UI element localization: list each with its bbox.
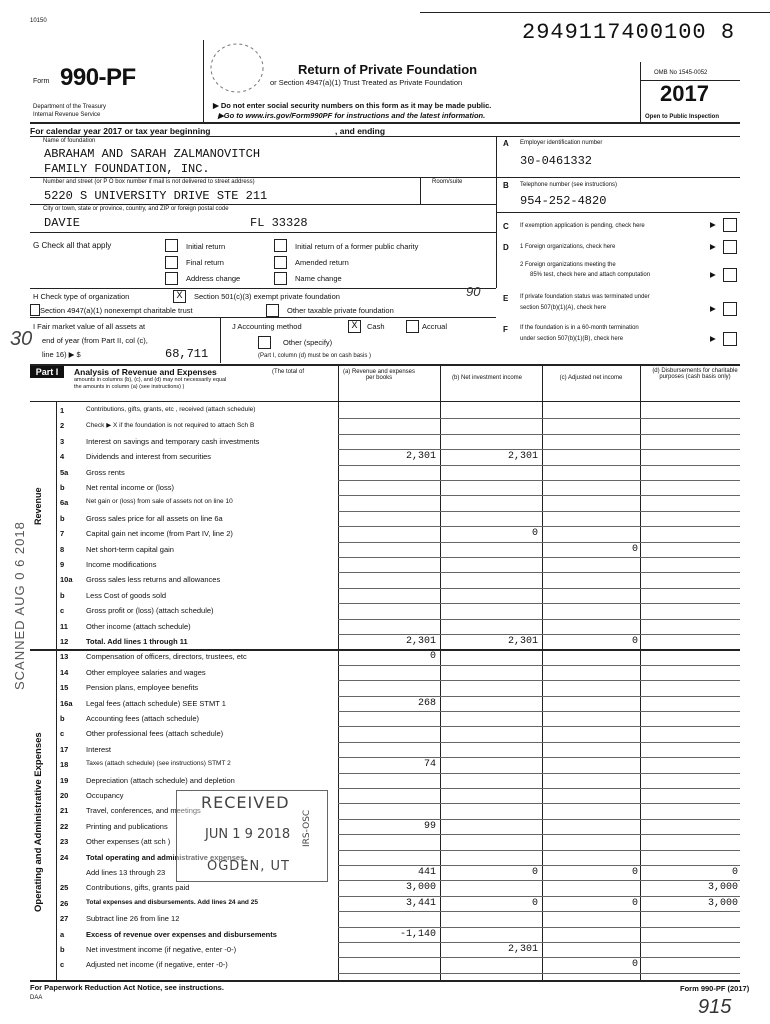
top-code: 10150	[30, 18, 47, 24]
row-divider	[338, 927, 740, 928]
row-col-a-value: 3,000	[405, 882, 436, 894]
other-taxable-label: Other taxable private foundation	[287, 306, 394, 315]
exemption-pending-checkbox[interactable]	[723, 218, 737, 232]
arrow-icon: ▶	[710, 220, 716, 229]
check-all-label: G Check all that apply	[33, 241, 112, 250]
scanned-stamp: SCANNED AUG 0 6 2018	[12, 521, 27, 690]
and-ending-label: , and ending	[335, 126, 386, 136]
row-label: Pension plans, employee benefits	[86, 683, 199, 693]
row-divider	[338, 619, 740, 620]
part1-desc1: amounts in columns (b), (c), and (d) may not necessarily equal	[74, 377, 227, 383]
foundation-name-line2: FAMILY FOUNDATION, INC.	[44, 162, 210, 176]
row-label: Total. Add lines 1 through 11	[86, 637, 188, 646]
row-number: 23	[60, 837, 69, 847]
phone-label: Telephone number (see instructions)	[520, 182, 618, 188]
row-number: a	[60, 929, 65, 939]
row-label: Other employee salaries and wages	[86, 667, 206, 677]
former-charity-checkbox[interactable]	[274, 239, 287, 252]
row-number: 21	[60, 806, 69, 816]
fmv-label: I Fair market value of all assets at	[33, 322, 146, 331]
row-number: 2	[60, 421, 65, 431]
row-label: Net investment income (if negative, enter -0-)	[86, 945, 237, 954]
row-divider	[338, 896, 740, 897]
row-col-a-value: 2,301	[405, 451, 436, 463]
row-col-a-value: 3,441	[405, 897, 436, 909]
other-taxable-checkbox[interactable]	[266, 304, 279, 317]
row-divider	[338, 973, 740, 974]
irs-label: Internal Revenue Service	[33, 112, 101, 118]
row-col-a-value: 441	[417, 867, 436, 878]
row-number: 24	[60, 852, 69, 862]
row-divider	[338, 850, 740, 851]
part1-heading: Analysis of Revenue and Expenses	[74, 367, 217, 377]
row-label: Gross sales less returns and allowances	[86, 575, 221, 585]
fmv-value: 68,711	[165, 347, 209, 361]
row-divider	[338, 542, 740, 543]
row-number: 10a	[60, 575, 73, 585]
row-label: Subtract line 26 from line 12	[86, 914, 180, 924]
row-col-a-value: 2,301	[405, 636, 436, 647]
org-type-label: H Check type of organization	[33, 292, 130, 301]
other-method-checkbox[interactable]	[258, 336, 271, 349]
row-col-d-value: 3,000	[707, 897, 738, 909]
row-label: Capital gain net income (from Part IV, line 2)	[86, 529, 233, 539]
amended-return-label: Amended return	[295, 258, 349, 267]
row-divider	[338, 788, 740, 789]
termination-60-text2: under section 507(b)(1)(B), check here	[520, 336, 624, 342]
row-label: Other professional fees (attach schedule)	[86, 729, 224, 739]
section-b-letter: B	[503, 181, 509, 190]
section-a-letter: A	[503, 139, 509, 148]
row-label: Gross profit or (loss) (attach schedule)	[86, 606, 214, 616]
row-col-a-value: 0	[429, 651, 436, 663]
room-suite-label: Room/suite	[432, 179, 463, 185]
row-number: 13	[60, 652, 69, 662]
row-col-b-value: 0	[531, 867, 538, 878]
expenses-side-label: Operating and Administrative Expenses	[33, 732, 44, 912]
arrow-icon: ▶	[710, 304, 716, 313]
row-number: 20	[60, 791, 69, 800]
row-divider	[338, 680, 740, 681]
received-stamp	[176, 790, 328, 882]
name-change-checkbox[interactable]	[274, 272, 287, 285]
row-label: Legal fees (attach schedule) SEE STMT 1	[86, 698, 226, 708]
state-zip: FL 33328	[250, 216, 308, 230]
handwritten-margin-icon: 30	[10, 328, 33, 350]
row-col-b-value: 0	[531, 528, 538, 540]
row-col-c-value: 0	[631, 636, 638, 647]
row-number: 1	[60, 406, 65, 415]
status-terminated-text2: section 507(b)(1)(A), check here	[520, 305, 607, 311]
row-label: Interest	[86, 744, 112, 754]
row-number: 17	[60, 744, 69, 754]
barcode-number: 2949117400100 8	[522, 20, 736, 45]
row-divider	[338, 834, 740, 835]
received-stamp-date: JUN 1 9 2018	[205, 827, 291, 842]
foreign-org-checkbox[interactable]	[723, 240, 737, 254]
row-divider	[338, 434, 740, 435]
row-col-b-value: 2,301	[507, 451, 538, 463]
row-number: 15	[60, 683, 69, 693]
col-c-header: (c) Adjusted net income	[559, 375, 623, 381]
accrual-label: Accrual	[422, 322, 448, 331]
street-address: 5220 S UNIVERSITY DRIVE STE 211	[44, 189, 268, 203]
row-divider	[338, 942, 740, 943]
omb-number: OMB No 1545-0052	[654, 70, 708, 76]
received-stamp-title: RECEIVED	[201, 793, 290, 812]
part1-tag: Part I	[30, 366, 64, 378]
row-col-d-value: 3,000	[707, 882, 738, 894]
row-number: 18	[60, 760, 69, 770]
arrow-icon: ▶	[710, 270, 716, 279]
received-stamp-code: IRS-OSC	[302, 809, 312, 847]
row-number: 8	[60, 544, 65, 554]
received-stamp-city: OGDEN, UT	[207, 859, 290, 874]
row-label: Contributions, gifts, grants paid	[86, 883, 190, 893]
initial-return-checkbox[interactable]	[165, 239, 178, 252]
final-return-label: Final return	[186, 258, 224, 267]
name-of-foundation-label: Name of foundation	[43, 138, 96, 144]
row-divider	[338, 911, 740, 912]
cash-basis-note: (Part I, column (d) must be on cash basis )	[258, 353, 372, 359]
row-divider	[338, 711, 740, 712]
final-return-checkbox[interactable]	[165, 256, 178, 269]
form-subtitle: or Section 4947(a)(1) Trust Treated as Private Foundation	[270, 78, 463, 87]
row-col-b-value: 2,301	[507, 944, 538, 955]
row-label: Dividends and interest from securities	[86, 452, 212, 462]
other-method-label: Other (specify)	[283, 338, 333, 347]
row-divider	[338, 696, 740, 697]
row-number: c	[60, 960, 65, 970]
revenue-side-label: Revenue	[33, 487, 43, 525]
row-label: Check ▶ X if the foundation is not required to attach Sch B	[86, 422, 255, 430]
arrow-icon: ▶	[710, 242, 716, 251]
row-label: Net short-term capital gain	[86, 544, 174, 554]
row-number: b	[60, 590, 65, 600]
ein-label: Employer identification number	[520, 140, 603, 146]
row-divider	[338, 726, 740, 727]
warning-ssn: ▶ Do not enter social security numbers on this form as it may be made public.	[213, 101, 492, 110]
section-f-letter: F	[503, 325, 508, 334]
row-label: Contributions, gifts, grants, etc , received (attach schedule)	[86, 406, 256, 413]
row-label: Compensation of officers, directors, trustees, etc	[86, 652, 247, 662]
row-number: 7	[60, 529, 65, 539]
row-number: 27	[60, 914, 69, 924]
former-charity-label: Initial return of a former public charity	[295, 242, 419, 251]
row-label: Other income (attach schedule)	[86, 621, 191, 631]
status-terminated-text: If private foundation status was terminated under	[520, 294, 650, 300]
circle-mark-icon	[205, 38, 270, 98]
row-divider	[338, 557, 740, 558]
row-divider	[338, 588, 740, 589]
row-number: 3	[60, 436, 65, 446]
row-number: 5a	[60, 467, 69, 477]
col-a-header: (a) Revenue and expenses per books	[342, 369, 416, 381]
row-label: Travel, conferences, and meetings	[86, 806, 201, 816]
row-col-a-value: -1,140	[399, 928, 436, 940]
row-col-c-value: 0	[631, 867, 638, 878]
row-divider	[338, 757, 740, 758]
col-d-header: (d) Disbursements for charitable purposes (cash basis only)	[652, 368, 738, 380]
section-divider	[30, 649, 740, 651]
row-divider	[338, 803, 740, 804]
row-col-c-value: 0	[631, 959, 638, 971]
handwritten-initials: 915	[698, 996, 732, 1018]
row-number: 25	[60, 883, 69, 893]
row-divider	[338, 819, 740, 820]
row-col-d-value: 0	[731, 867, 738, 878]
paperwork-notice: For Paperwork Reduction Act Notice, see instructions.	[30, 983, 224, 992]
row-col-c-value: 0	[631, 897, 638, 909]
form-number: 990-PF	[60, 64, 136, 91]
row-number: 12	[60, 637, 69, 646]
row-divider	[338, 957, 740, 958]
foreign-85-text: 2 Foreign organizations meeting the	[520, 262, 616, 268]
handwritten-mark-icon: 90	[466, 284, 481, 299]
row-number: b	[60, 714, 65, 723]
row-divider	[338, 634, 740, 635]
row-label: Occupancy	[86, 791, 124, 800]
row-number: 9	[60, 560, 65, 569]
row-label: Net gain or (loss) from sale of assets not on line 10	[86, 498, 233, 506]
section-d-letter: D	[503, 243, 509, 252]
row-col-a-value: 268	[417, 697, 436, 709]
exemption-pending-text: If exemption application is pending, check here	[520, 223, 645, 229]
row-label: Net rental income or (loss)	[86, 483, 174, 492]
row-col-b-value: 2,301	[507, 636, 538, 647]
initial-return-label: Initial return	[186, 242, 226, 251]
row-number: c	[60, 729, 65, 739]
row-number: 11	[60, 621, 68, 631]
row-number: 6a	[60, 498, 69, 508]
row-label: Total operating and administrative expenses.	[86, 852, 247, 862]
row-number: b	[60, 513, 65, 523]
termination-60-checkbox[interactable]	[723, 332, 737, 346]
address-change-checkbox[interactable]	[165, 272, 178, 285]
city: DAVIE	[44, 216, 81, 230]
4947-label: Section 4947(a)(1) nonexempt charitable trust	[40, 306, 193, 315]
termination-60-text: If the foundation is in a 60-month termination	[520, 325, 639, 331]
row-label: Interest on savings and temporary cash investments	[86, 436, 260, 446]
arrow-icon: ▶	[710, 334, 716, 343]
status-terminated-checkbox[interactable]	[723, 302, 737, 316]
row-col-b-value: 0	[531, 897, 538, 909]
address-change-label: Address change	[186, 274, 241, 283]
part1-heading-note: (The total of	[272, 369, 305, 375]
row-divider	[338, 880, 740, 881]
row-label: Excess of revenue over expenses and disbursements	[86, 929, 277, 939]
row-number: 4	[60, 452, 65, 462]
row-divider	[338, 495, 740, 496]
row-label: Add lines 13 through 23	[86, 868, 166, 877]
form-footer: Form 990-PF (2017)	[680, 984, 750, 993]
foundation-name-line1: ABRAHAM AND SARAH ZALMANOVITCH	[44, 147, 261, 161]
row-number: 14	[60, 667, 69, 677]
city-label: City or town, state or province, country, and ZIP or foreign postal code	[43, 206, 229, 212]
row-divider	[338, 773, 740, 774]
row-label: Total expenses and disbursements. Add lines 24 and 25	[86, 898, 258, 906]
foreign-org-text: 1 Foreign organizations, check here	[520, 244, 616, 250]
part1-desc2: the amounts in column (a) (see instructions) )	[74, 384, 185, 390]
row-col-c-value: 0	[631, 543, 638, 555]
foreign-85-checkbox[interactable]	[723, 268, 737, 282]
row-label: Gross rents	[86, 467, 125, 477]
row-number: 22	[60, 821, 69, 831]
row-divider	[338, 865, 740, 866]
fmv-label-2: end of year (from Part II, col (c),	[42, 336, 148, 345]
foreign-85-text2: 85% test, check here and attach computation	[530, 272, 651, 278]
row-number: b	[60, 483, 65, 492]
row-divider	[338, 449, 740, 450]
row-label: Less Cost of goods sold	[86, 590, 167, 600]
section-c-letter: C	[503, 222, 509, 231]
warning-url: ▶Go to www.irs.gov/Form990PF for instructions and the latest information.	[218, 111, 486, 120]
row-number: 19	[60, 775, 69, 785]
row-divider	[338, 480, 740, 481]
col-b-header: (b) Net investment income	[451, 375, 523, 381]
501c3-label: Section 501(c)(3) exempt private foundation	[194, 292, 340, 301]
open-to-public: Open to Public Inspection	[645, 114, 720, 120]
row-divider	[338, 465, 740, 466]
amended-return-checkbox[interactable]	[274, 256, 287, 269]
accrual-checkbox[interactable]	[406, 320, 419, 333]
cash-checkbox[interactable]: X	[348, 320, 361, 333]
row-col-a-value: 99	[423, 820, 436, 832]
daa-label: DAA	[30, 995, 43, 1001]
row-label: Depreciation (attach schedule) and depletion	[86, 775, 235, 785]
cash-label: Cash	[367, 322, 385, 331]
row-col-a-value: 74	[423, 759, 436, 771]
form-label: Form	[33, 78, 50, 85]
accounting-method-label: J Accounting method	[232, 322, 302, 331]
section-e-letter: E	[503, 294, 509, 303]
row-divider	[338, 603, 740, 604]
ein-value: 30-0461332	[520, 154, 593, 168]
row-number: b	[60, 945, 65, 954]
dept-treasury: Department of the Treasury	[33, 104, 107, 110]
form-title: Return of Private Foundation	[298, 62, 478, 77]
501c3-checkbox[interactable]: X	[173, 290, 186, 303]
phone-value: 954-252-4820	[520, 194, 607, 208]
row-label: Adjusted net income (if negative, enter -0-)	[86, 960, 228, 970]
4947-checkbox[interactable]	[30, 304, 40, 316]
row-number: c	[60, 606, 65, 616]
row-label: Printing and publications	[86, 821, 168, 831]
row-label: Gross sales price for all assets on line 6a	[86, 513, 223, 523]
calendar-year-label: For calendar year 2017 or tax year beginning	[30, 126, 211, 136]
street-label: Number and street (or P O box number if mail is not delivered to street address)	[43, 179, 255, 185]
row-number: 16a	[60, 698, 73, 708]
row-divider	[338, 526, 740, 527]
tax-year: 2017	[660, 81, 709, 106]
row-divider	[338, 418, 740, 419]
row-divider	[338, 665, 740, 666]
row-divider	[338, 572, 740, 573]
name-change-label: Name change	[295, 274, 342, 283]
row-divider	[338, 511, 740, 512]
row-label: Accounting fees (attach schedule)	[86, 714, 199, 723]
row-divider	[338, 742, 740, 743]
row-label: Other expenses (att sch )	[86, 837, 171, 847]
row-label: Taxes (attach schedule) (see instructions) STMT 2	[86, 760, 231, 768]
row-number: 26	[60, 898, 69, 908]
fmv-label-3: line 16) ▶ $	[42, 350, 81, 359]
row-label: Income modifications	[86, 560, 157, 569]
